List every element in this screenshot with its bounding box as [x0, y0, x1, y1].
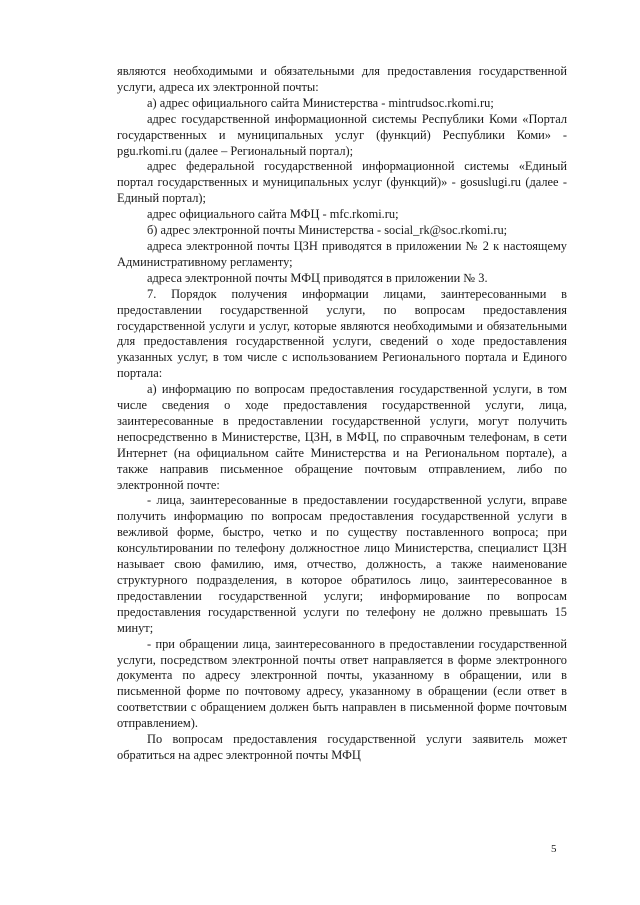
paragraph: - лица, заинтересованные в предоставлении государственной услуги, вправе получить информацию по вопросам предоставления государственной услуги в вежливой форме, быстро, четко и по существу поставленного вопроса; при консультировании по телефону должностное лицо Министерства, специалист ЦЗН называет свою фамилию, имя, отчество, должность, а также наименование структурного подразделения, в которое обратилось лицо, заинтересованное в предоставлении государственной услуги; информирование по вопросам предоставления государственной услуги по телефону не должно превышать 15 минут; [117, 493, 567, 635]
paragraph: адрес официального сайта МФЦ - mfc.rkomi.ru; [147, 207, 399, 222]
paragraph: адреса электронной почты ЦЗН приводятся в приложении № 2 к настоящему Административному регламенту; [117, 238, 567, 269]
paragraph: являются необходимыми и обязательными для предоставления государственной услуги, адреса их электронной почты: [117, 64, 567, 94]
document-body [117, 64, 567, 764]
paragraph: а) информацию по вопросам предоставления государственной услуги, в том числе сведения о ходе предоставления государственной услуги, лица, заинтересованные в предоставлении государственной услуги, могут получить непосредственно в Министерстве, ЦЗН, в МФЦ, по справочным телефонам, в сети Интернет (на официальном сайте Министерства и на Региональном портале), а также направив письменное обращение почтовым отправлением, либо по электронной почте: [117, 382, 567, 492]
page-number: 5 [551, 843, 557, 855]
paragraph: адрес государственной информационной системы Республики Коми «Портал государственных и муниципальных услуг (функций) Республики Коми» - pgu.rkomi.ru (далее – Региональный портал); [117, 111, 567, 158]
paragraph: адреса электронной почты МФЦ приводятся в приложении № 3. [147, 270, 488, 285]
paragraph: адрес федеральной государственной информационной системы «Единый портал государственных и муниципальных услуг (функций)» - gosuslugi.ru (далее - Единый портал); [117, 159, 567, 206]
paragraph: а) адрес официального сайта Министерства - mintrudsoc.rkomi.ru; [147, 95, 494, 110]
paragraph: По вопросам предоставления государственной услуги заявитель может обратиться на адрес электронной почты МФЦ [117, 732, 567, 762]
paragraph: - при обращении лица, заинтересованного в предоставлении государственной услуги, посредством электронной почты ответ направляется в форме электронного документа по адресу электронной почты, указанному в обращении, или в письменной форме по почтовому адресу, указанному в обращении (если ответ в соответствии с обращением должен быть направлен в письменной форме почтовым отправлением). [117, 636, 567, 731]
paragraph: б) адрес электронной почты Министерства - social_rk@soc.rkomi.ru; [147, 223, 508, 238]
paragraph: 7. Порядок получения информации лицами, заинтересованными в предоставлении государственной услуги, по вопросам предоставления государственной услуги и услуг, которые являются необходимыми и обязательными для предоставления государственной услуги, сведений о ходе предоставления указанных услуг, в том числе с использованием Регионального портала и Единого портала: [117, 286, 567, 381]
